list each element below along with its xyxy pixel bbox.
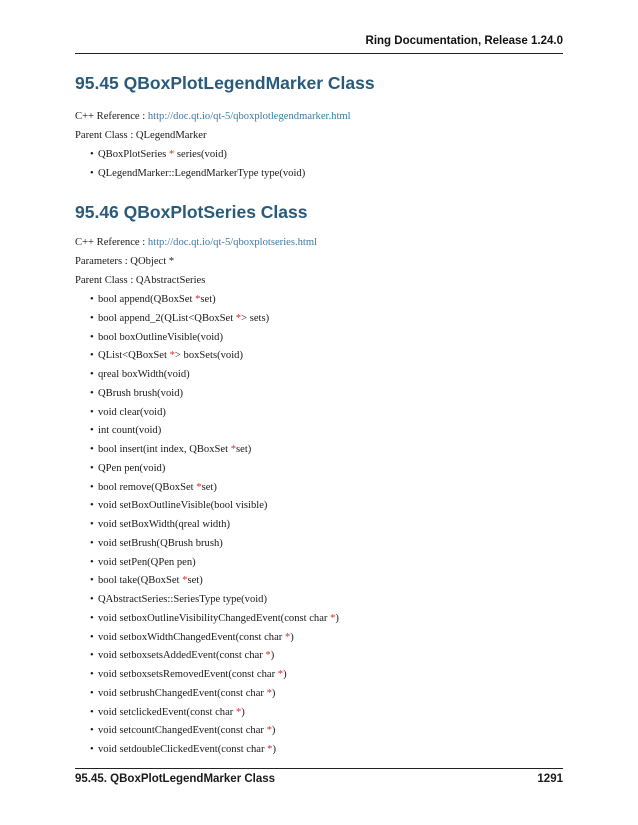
bullet: •: [90, 387, 94, 399]
method-signature: void setdoubleClickedEvent(const char *): [98, 744, 276, 755]
method-item: [75, 293, 563, 312]
method-item: [75, 331, 563, 350]
bullet: •: [90, 631, 94, 643]
bullet: •: [90, 406, 94, 418]
method-signature: bool remove(QBoxSet *set): [98, 481, 217, 493]
method-item: [75, 687, 563, 706]
bullet: •: [90, 350, 94, 362]
method-item: [75, 612, 563, 631]
method-item: [75, 499, 563, 518]
method-signature: int count(void): [98, 425, 162, 437]
bullet: •: [90, 369, 94, 380]
footer-section-title: 95.45. QBoxPlotLegendMarker Class: [75, 773, 276, 785]
method-signature: void setboxsetsAddedEvent(const char *): [98, 650, 275, 662]
method-item: [75, 167, 563, 186]
cpp-reference-label: C++ Reference :: [75, 237, 148, 248]
cpp-reference-link[interactable]: http://doc.qt.io/qt-5/qboxplotseries.html: [147, 237, 318, 248]
bullet: •: [90, 312, 94, 324]
method-signature: QList<QBoxSet *> boxSets(void): [98, 350, 243, 362]
method-signature: QBrush brush(void): [98, 387, 184, 399]
page-number: 1291: [537, 773, 563, 785]
bullet: •: [90, 462, 94, 474]
method-item: [75, 443, 563, 462]
method-item: [75, 349, 563, 368]
method-signature: bool boxOutlineVisible(void): [98, 331, 224, 343]
method-item: [75, 593, 563, 612]
method-signature: void setboxOutlineVisibilityChangedEvent(const char *): [98, 612, 339, 624]
bullet: •: [90, 481, 94, 493]
cpp-reference: [75, 110, 563, 124]
cpp-reference-label: C++ Reference :: [75, 111, 148, 122]
section-qboxplotlegendmarker: [75, 72, 563, 186]
cpp-reference-link[interactable]: http://doc.qt.io/qt-5/qboxplotlegendmarker.html: [147, 111, 351, 122]
method-signature: bool append_2(QList<QBoxSet *> sets): [98, 312, 270, 324]
method-signature: QAbstractSeries::SeriesType type(void): [98, 594, 268, 605]
method-item: [75, 368, 563, 387]
parameters: Parameters : QObject *: [75, 256, 175, 267]
parent-class: Parent Class : QAbstractSeries: [75, 275, 206, 286]
method-signature: void setboxWidthChangedEvent(const char *): [98, 631, 294, 643]
method-item: [75, 387, 563, 406]
method-item: [75, 556, 563, 575]
method-signature: qreal boxWidth(void): [98, 369, 190, 380]
method-signature: void setPen(QPen pen): [98, 556, 196, 568]
method-signature: void setBrush(QBrush brush): [98, 537, 223, 549]
method-item: [75, 148, 563, 167]
method-signature: void setboxsetsRemovedEvent(const char *): [98, 669, 287, 680]
bullet: •: [90, 725, 94, 737]
bullet: •: [90, 444, 94, 455]
bullet: •: [90, 594, 94, 605]
bullet: •: [90, 669, 94, 680]
bullet: •: [90, 575, 94, 587]
bullet: •: [90, 519, 94, 530]
method-signature: void clear(void): [98, 406, 166, 418]
bullet: •: [90, 650, 94, 662]
method-item: [75, 462, 563, 481]
bullet: •: [90, 687, 94, 699]
method-item: [75, 668, 563, 687]
method-list: [75, 148, 563, 186]
method-item: [75, 631, 563, 650]
section-heading: 95.45 QBoxPlotLegendMarker Class: [75, 73, 375, 93]
method-item: [75, 518, 563, 537]
bullet: •: [90, 706, 94, 718]
bullet: •: [90, 425, 94, 437]
header-divider: [75, 53, 563, 54]
method-signature: QBoxPlotSeries * series(void): [98, 149, 227, 160]
method-signature: bool append(QBoxSet *set): [98, 294, 216, 305]
method-item: [75, 574, 563, 593]
section-heading: 95.46 QBoxPlotSeries Class: [75, 202, 308, 222]
method-list: [75, 293, 563, 762]
method-signature: bool insert(int index, QBoxSet *set): [98, 444, 252, 455]
bullet: •: [90, 744, 94, 755]
cpp-reference: [75, 236, 563, 250]
parent-class: Parent Class : QLegendMarker: [75, 130, 207, 141]
footer-divider: [75, 768, 563, 769]
running-header: Ring Documentation, Release 1.24.0: [365, 35, 563, 47]
method-item: [75, 312, 563, 331]
method-signature: bool take(QBoxSet *set): [98, 575, 203, 587]
method-item: [75, 406, 563, 425]
method-signature: void setclickedEvent(const char *): [98, 706, 245, 718]
bullet: •: [90, 331, 94, 343]
method-signature: void setbrushChangedEvent(const char *): [98, 687, 276, 699]
method-item: [75, 481, 563, 500]
method-item: [75, 649, 563, 668]
bullet: •: [90, 167, 94, 179]
method-item: [75, 424, 563, 443]
bullet: •: [90, 537, 94, 549]
method-item: [75, 706, 563, 725]
method-item: [75, 724, 563, 743]
method-signature: QLegendMarker::LegendMarkerType type(void): [98, 167, 306, 179]
method-signature: QPen pen(void): [98, 462, 166, 474]
bullet: •: [90, 149, 94, 160]
method-item: [75, 743, 563, 762]
bullet: •: [90, 500, 94, 512]
method-signature: void setcountChangedEvent(const char *): [98, 725, 276, 737]
section-qboxplotseries: [75, 201, 563, 762]
method-signature: void setBoxOutlineVisible(bool visible): [98, 500, 268, 512]
method-item: [75, 537, 563, 556]
bullet: •: [90, 294, 94, 305]
bullet: •: [90, 612, 94, 624]
bullet: •: [90, 556, 94, 568]
method-signature: void setBoxWidth(qreal width): [98, 519, 230, 530]
